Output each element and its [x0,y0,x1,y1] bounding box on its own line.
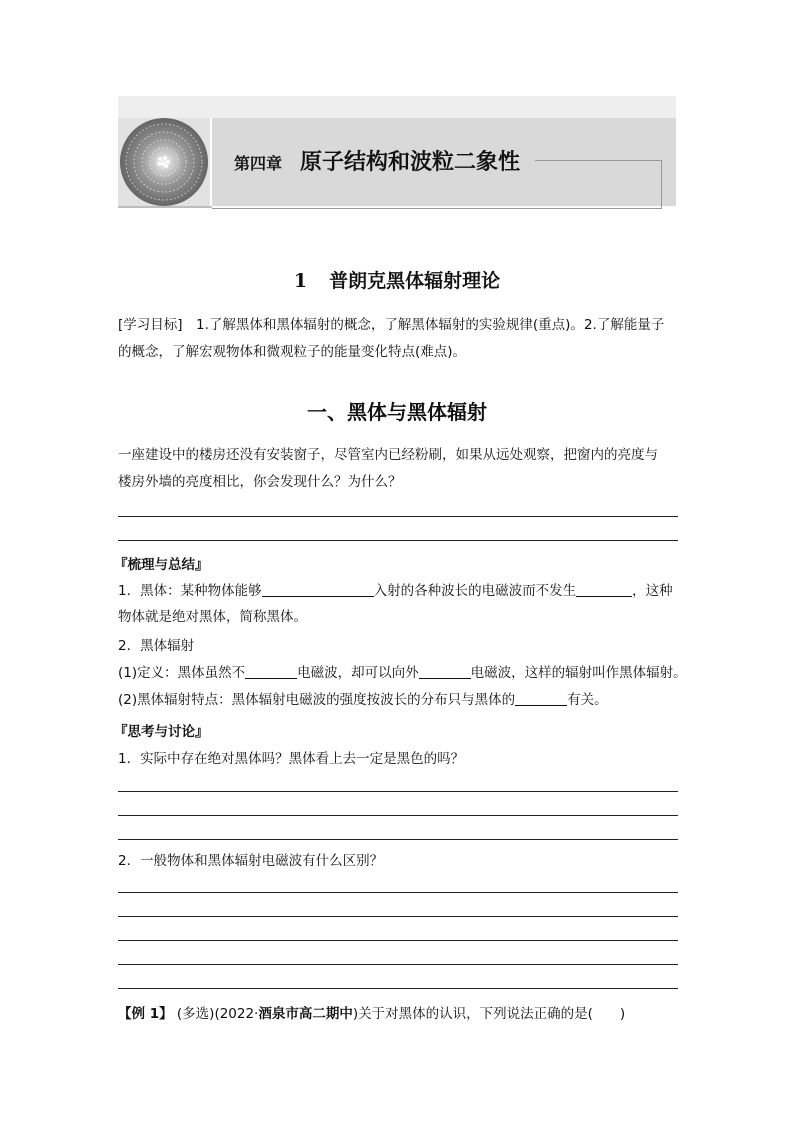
example-tag: 【例 1】 [118,1006,173,1022]
intro-line: 一座建设中的楼房还没有安装窗子，尽管室内已经粉刷，如果从远处观察，把窗内的亮度与 [118,447,658,463]
banner-frame-line [661,160,662,209]
answer-line [118,791,678,792]
chapter-title: 原子结构和波粒二象性 [300,150,521,175]
header-banner-top [118,96,676,118]
banner-frame-line [212,208,662,209]
chapter-number: 第四章 [234,154,283,173]
fill-blank[interactable] [515,691,567,706]
answer-line [118,988,678,989]
banner-frame-line [535,160,662,161]
answer-line [118,964,678,965]
example-1 [118,1002,625,1022]
fill-blank[interactable] [576,582,632,597]
objectives-line: 的概念，了解宏观物体和微观粒子的能量变化特点(难点)。 [118,344,467,360]
answer-line [118,540,678,541]
summary-item-2-2 [118,687,678,714]
text: ，这种 [632,583,673,599]
text: 电磁波，却可以向外 [297,665,419,681]
question-1: 1．实际中存在绝对黑体吗？黑体看上去一定是黑色的吗？ [118,751,465,767]
example-source-end: ) [352,1006,359,1022]
example-text: 关于对黑体的认识，下列说法正确的是( ) [358,1006,626,1022]
summary-item-2-1 [118,660,688,687]
question-2: 2．一般物体和黑体辐射电磁波有什么区别？ [118,853,384,869]
answer-line [118,916,678,917]
text: (2)黑体辐射特点：黑体辐射电磁波的强度按波长的分布只与黑体的 [118,692,516,708]
text: 电磁波，这样的辐射叫作黑体辐射。 [470,665,687,681]
atom-logo-icon [118,118,210,206]
section-title: 一、黑体与黑体辐射 [307,400,487,424]
fill-blank[interactable] [245,664,297,679]
summary-item-2: 2．黑体辐射 [118,638,195,654]
text: (1)定义：黑体虽然不 [118,665,246,681]
summary-item-1 [118,578,678,605]
summary-item-1-cont: 物体就是绝对黑体，简称黑体。 [118,609,307,625]
fill-blank[interactable] [262,582,374,597]
text: 入射的各种波长的电磁波而不发生 [373,583,577,599]
answer-line [118,940,678,941]
discussion-heading: 『思考与讨论』 [114,724,209,740]
lesson-number: 1 [293,270,308,292]
fill-blank[interactable] [419,664,471,679]
example-source: (2022· [214,1006,259,1022]
lesson-title-text: 普朗克黑体辐射理论 [329,270,501,292]
answer-line [118,839,678,840]
objectives-line: [学习目标] 1.了解黑体和黑体辐射的概念，了解黑体辐射的实验规律(重点)。2.了解能量子 [118,317,665,333]
answer-line [118,516,678,517]
summary-heading: 『梳理与总结』 [114,557,209,573]
intro-line: 楼房外墙的亮度相比，你会发现什么？为什么？ [118,474,402,490]
answer-line [118,815,678,816]
text: 有关。 [567,692,608,708]
answer-line [118,892,678,893]
example-source-name: 酒泉市高二期中 [258,1006,353,1022]
header-underline [118,206,212,208]
lesson-title [0,266,794,293]
text: 1．黑体：某种物体能够 [118,583,262,599]
example-type: (多选) [176,1006,215,1022]
